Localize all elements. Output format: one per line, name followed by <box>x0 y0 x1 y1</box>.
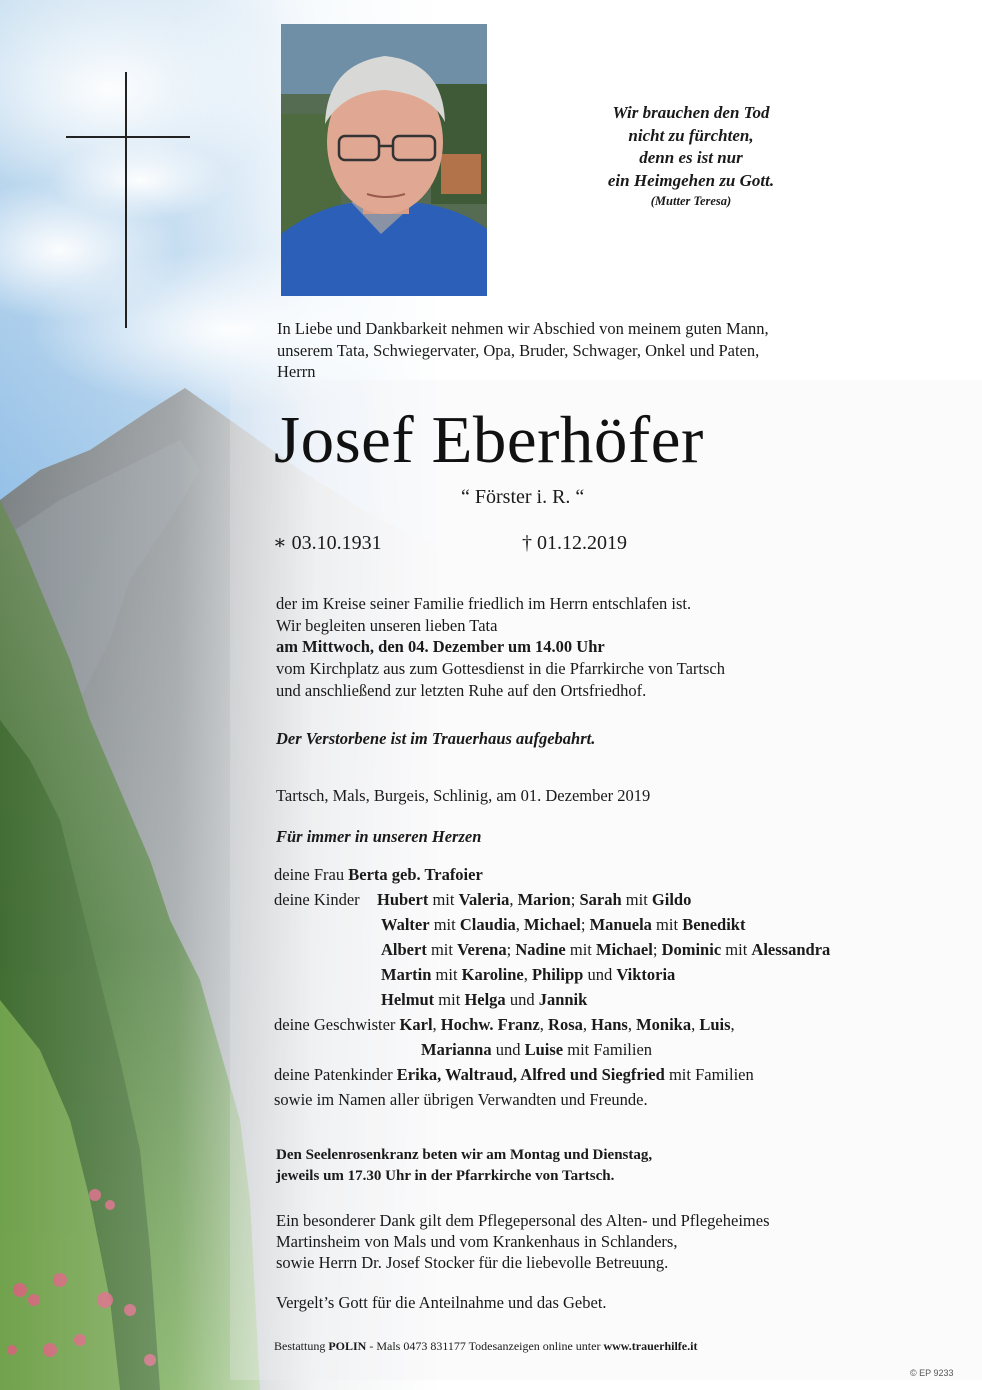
connector-text: mit <box>426 940 458 959</box>
family-name: Michael <box>596 940 653 959</box>
birth-date: ∗ 03.10.1931 <box>273 532 382 554</box>
family-name: Karl <box>399 1015 433 1034</box>
funeral-line: vom Kirchplatz aus zum Gottesdienst in die Pfarrkirche von Tartsch <box>276 659 725 679</box>
thanks-text <box>276 1210 876 1273</box>
connector-text: ; <box>506 940 516 959</box>
quote <box>560 102 822 210</box>
funeral-text <box>276 593 876 702</box>
family-name: Helga <box>464 990 506 1009</box>
connector-text: , <box>432 1015 441 1034</box>
footer <box>274 1339 697 1354</box>
rosary-line: Den Seelenrosenkranz beten wir am Montag und Dienstag, <box>276 1147 653 1163</box>
family-name: Walter <box>381 915 430 934</box>
footer-url-link[interactable]: www.trauerhilfe.it <box>603 1339 698 1353</box>
connector-text: mit <box>721 940 752 959</box>
family-name: Marianna <box>421 1040 492 1059</box>
family-name: Philipp <box>531 965 584 984</box>
family-label: deine Patenkinder <box>274 1065 397 1084</box>
family-name: Gildo <box>651 890 692 909</box>
connector-text: mit Familien <box>563 1040 653 1059</box>
family-name: Sarah <box>579 890 622 909</box>
family-siblings-line <box>421 1040 652 1060</box>
intro-line: Herrn <box>277 362 316 381</box>
family-name: Erika, Waltraud, Alfred und Siegfried <box>396 1065 665 1084</box>
funeral-line: und anschließend zur letzten Ruhe auf den Ortsfriedhof. <box>276 680 647 700</box>
ep-code: © EP 9233 <box>910 1368 954 1378</box>
family-name: Rosa <box>548 1015 583 1034</box>
family-name: Berta geb. Trafoier <box>348 865 483 884</box>
family-name: Dominic <box>661 940 722 959</box>
connector-text: , <box>539 1015 549 1034</box>
closing-line: Vergelt’s Gott für die Anteilnahme und das Gebet. <box>276 1293 607 1312</box>
quote-line: denn es ist nur <box>639 148 743 167</box>
family-name: Luise <box>524 1040 564 1059</box>
connector-text: , <box>515 915 525 934</box>
funeral-line: Wir begleiten unseren lieben Tata <box>276 615 498 635</box>
connector-text: und <box>491 1040 525 1059</box>
cross-icon <box>66 72 190 328</box>
family-name: Karoline <box>461 965 524 984</box>
thanks-line: sowie Herrn Dr. Josef Stocker für die liebevolle Betreuung. <box>276 1253 669 1272</box>
family-children-line <box>377 890 691 910</box>
family-name: Alessandra <box>751 940 831 959</box>
family-name: Albert <box>381 940 427 959</box>
quote-line: ein Heimgehen zu Gott. <box>607 170 775 190</box>
connector-text: und <box>505 990 539 1009</box>
intro-line: unserem Tata, Schwiegervater, Opa, Bruder, Schwager, Onkel und Paten, <box>277 340 760 360</box>
family-children-line <box>381 990 587 1010</box>
rosary-notice <box>276 1145 652 1187</box>
family-name: Michael <box>524 915 581 934</box>
family-name: Jannik <box>538 990 588 1009</box>
family-children-label <box>274 890 360 910</box>
intro-text <box>277 318 877 383</box>
family-children-line <box>381 965 675 985</box>
family-children-line <box>381 940 830 960</box>
portrait-photo <box>281 24 487 296</box>
connector-text: , <box>509 890 518 909</box>
connector-text: mit <box>565 940 597 959</box>
family-name: Verena <box>457 940 507 959</box>
family-label: deine Kinder <box>274 890 360 909</box>
connector-text: mit <box>434 990 465 1009</box>
family-name: Nadine <box>515 940 566 959</box>
death-date: † 01.12.2019 <box>522 532 627 554</box>
family-name: Helmut <box>381 990 435 1009</box>
quote-author: (Mutter Teresa) <box>650 194 732 208</box>
family-name: Martin <box>381 965 432 984</box>
family-siblings-line <box>274 1015 735 1035</box>
quote-line: Wir brauchen den Tod <box>612 103 770 122</box>
thanks-line: Ein besonderer Dank gilt dem Pflegepersonal des Alten- und Pflegeheimes <box>276 1211 770 1230</box>
connector-text: ; <box>570 890 580 909</box>
connector-text: mit <box>651 915 683 934</box>
family-label: deine Frau <box>274 865 349 884</box>
family-relatives-line: sowie im Namen aller übrigen Verwandten und Freunde. <box>274 1090 648 1109</box>
connector-text: mit <box>621 890 652 909</box>
family-label: deine Geschwister <box>274 1015 400 1034</box>
family-name: Hans <box>591 1015 628 1034</box>
connector-text: mit <box>429 915 460 934</box>
thanks-line: Martinsheim von Mals und vom Krankenhaus in Schlanders, <box>276 1232 678 1251</box>
family-name: Claudia <box>459 915 516 934</box>
connector-text: , <box>523 965 532 984</box>
connector-text: mit <box>428 890 459 909</box>
connector-text: ; <box>580 915 590 934</box>
footer-text: - Mals 0473 831177 Todesanzeigen online unter <box>366 1339 604 1353</box>
family-godchildren-line <box>274 1065 754 1085</box>
rosary-line: jeweils um 17.30 Uhr in der Pfarrkirche von Tartsch. <box>276 1168 615 1184</box>
connector-text: ; <box>652 940 662 959</box>
family-name: Benedikt <box>682 915 746 934</box>
family-name: Marion <box>517 890 571 909</box>
family-name: Valeria <box>458 890 510 909</box>
deceased-title: “ Förster i. R. “ <box>461 486 585 508</box>
connector-text: mit <box>431 965 462 984</box>
connector-text: , <box>582 1015 592 1034</box>
footer-company: POLIN <box>328 1339 367 1353</box>
family-name: Manuela <box>589 915 652 934</box>
laid-out-note: Der Verstorbene ist im Trauerhaus aufgebahrt. <box>276 729 596 748</box>
connector-text: , <box>691 1015 700 1034</box>
connector-text: , <box>627 1015 637 1034</box>
family-wife <box>274 865 483 885</box>
connector-text: mit Familien <box>664 1065 754 1084</box>
family-name: Hochw. Franz <box>440 1015 540 1034</box>
family-name: Monika <box>636 1015 692 1034</box>
footer-text: Bestattung <box>274 1339 329 1353</box>
forever-heading: Für immer in unseren Herzen <box>276 827 482 846</box>
family-name: Hubert <box>377 890 429 909</box>
deceased-name: Josef Eberhöfer <box>274 403 704 477</box>
family-name: Luis <box>699 1015 731 1034</box>
funeral-line: der im Kreise seiner Familie friedlich im Herrn entschlafen ist. <box>276 594 692 613</box>
connector-text: und <box>583 965 617 984</box>
connector-text: , <box>730 1015 735 1034</box>
family-children-line <box>381 915 745 935</box>
family-name: Viktoria <box>616 965 676 984</box>
funeral-date-line: am Mittwoch, den 04. Dezember um 14.00 Uhr <box>276 637 605 657</box>
intro-line: In Liebe und Dankbarkeit nehmen wir Abschied von meinem guten Mann, <box>277 319 769 338</box>
place-date: Tartsch, Mals, Burgeis, Schlinig, am 01. Dezember 2019 <box>276 786 651 805</box>
quote-line: nicht zu fürchten, <box>628 125 754 145</box>
